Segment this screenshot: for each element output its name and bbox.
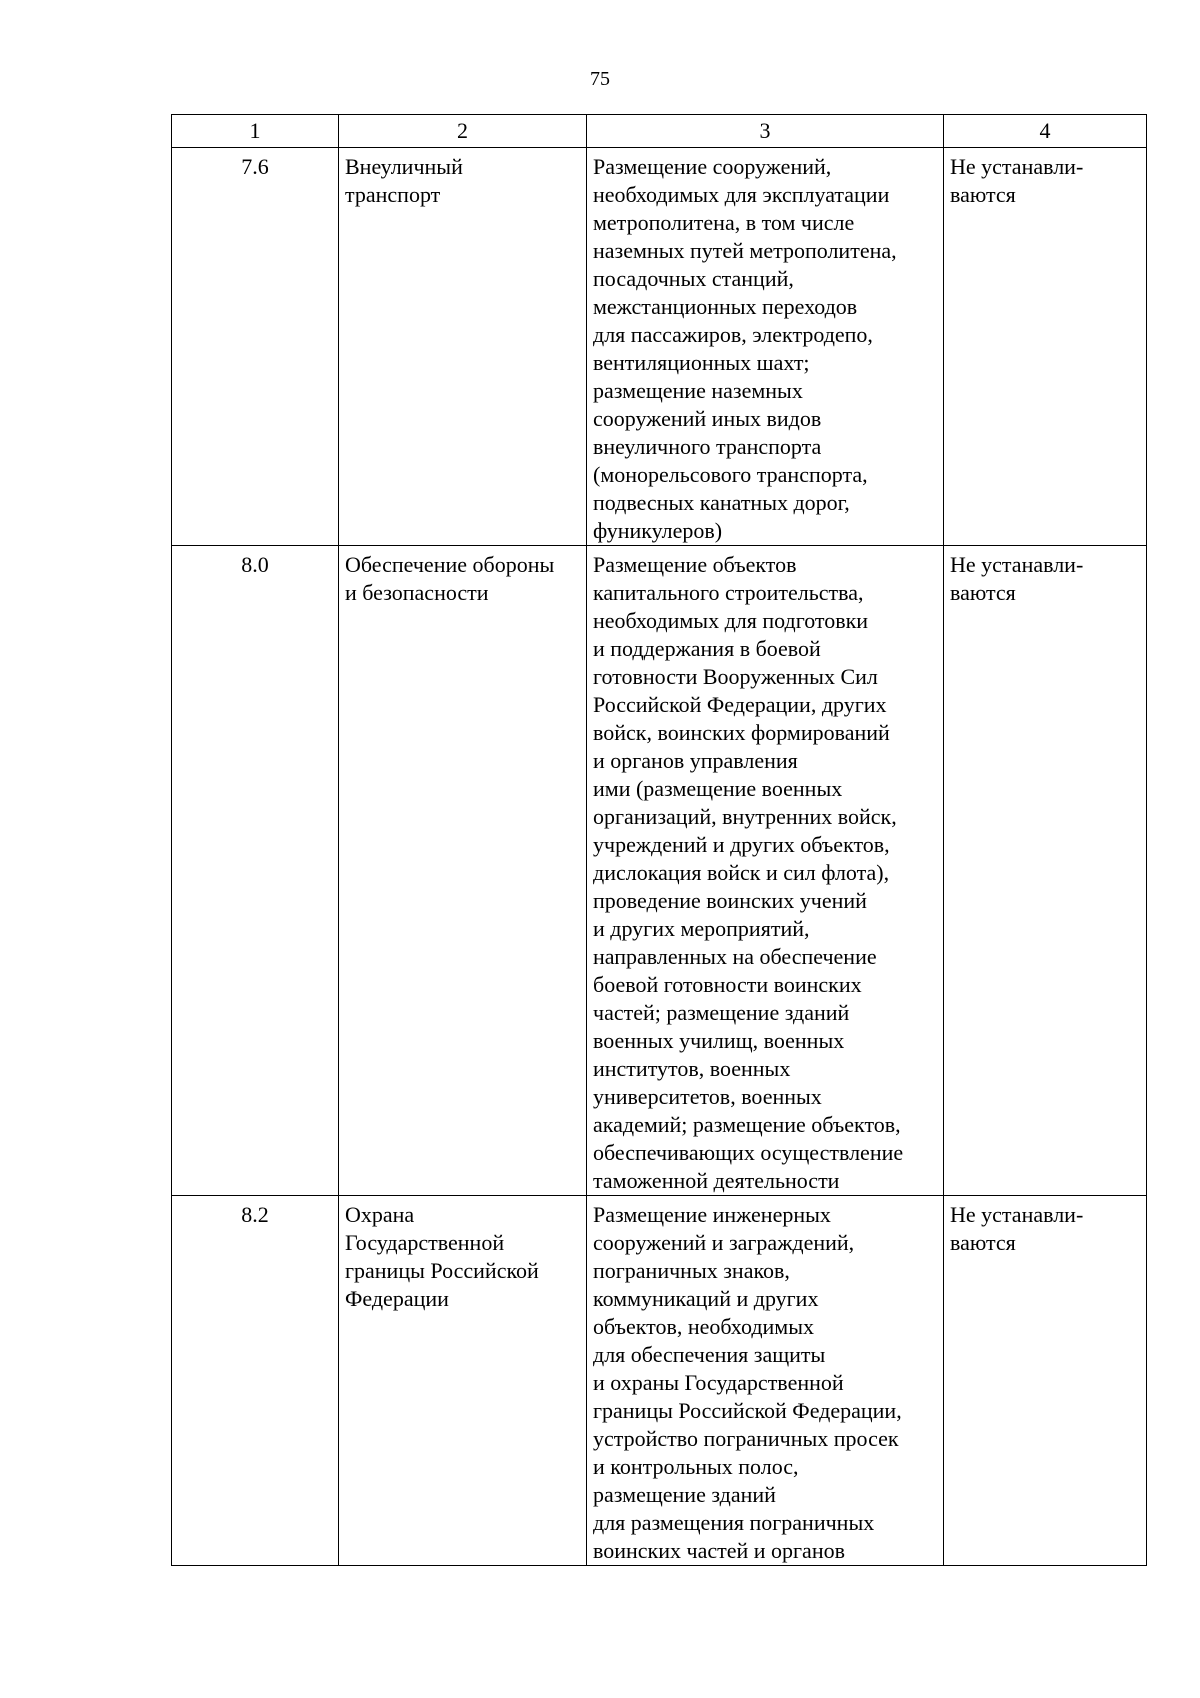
description-cell — [587, 148, 944, 546]
column-header: 4 — [944, 115, 1147, 148]
cell-text-line: университетов, военных — [593, 1084, 822, 1109]
table-header-row — [172, 115, 1147, 148]
cell-text-line: фуникулеров) — [593, 518, 723, 543]
cell-text-line: организаций, внутренних войск, — [593, 804, 897, 829]
cell-text-line: необходимых для эксплуатации — [593, 182, 890, 207]
cell-text-line: пограничных знаков, — [593, 1258, 790, 1283]
land-use-table — [171, 114, 1147, 1566]
cell-text-line: Не устанавли- — [950, 552, 1084, 577]
cell-text-line: метрополитена, в том числе — [593, 210, 855, 235]
cell-text-line: границы Российской — [345, 1258, 539, 1283]
cell-text-line: (монорельсового транспорта, — [593, 462, 868, 487]
cell-text-line: воинских частей и органов — [593, 1538, 845, 1563]
code-cell: 8.0 — [172, 546, 339, 1196]
column-header: 1 — [172, 115, 339, 148]
cell-text-line: и контрольных полос, — [593, 1454, 799, 1479]
table-row — [172, 1196, 1147, 1566]
cell-text-line: коммуникаций и других — [593, 1286, 819, 1311]
cell-text-line: и безопасности — [345, 580, 489, 605]
cell-text-line: необходимых для подготовки — [593, 608, 869, 633]
cell-text-line: Российской Федерации, других — [593, 692, 887, 717]
table-row — [172, 546, 1147, 1196]
cell-text-line: размещение зданий — [593, 1482, 776, 1507]
cell-text-line: боевой готовности воинских — [593, 972, 862, 997]
name-cell — [339, 546, 587, 1196]
cell-text-line: посадочных станций, — [593, 266, 794, 291]
cell-text-line: внеуличного транспорта — [593, 434, 822, 459]
table-body — [172, 148, 1147, 1566]
cell-text-line: Обеспечение обороны — [345, 552, 555, 577]
cell-text-line: сооружений иных видов — [593, 406, 822, 431]
cell-text-line: таможенной деятельности — [593, 1168, 840, 1193]
cell-text-line: проведение воинских учений — [593, 888, 867, 913]
cell-text-line: ваются — [950, 182, 1016, 207]
cell-text-line: институтов, военных — [593, 1056, 791, 1081]
cell-text-line: Размещение инженерных — [593, 1202, 831, 1227]
cell-text-line: готовности Вооруженных Сил — [593, 664, 878, 689]
cell-text-line: наземных путей метрополитена, — [593, 238, 897, 263]
page-number: 75 — [590, 68, 610, 90]
cell-text-line: для пассажиров, электродепо, — [593, 322, 873, 347]
params-cell — [944, 1196, 1147, 1566]
cell-text-line: войск, воинских формирований — [593, 720, 890, 745]
cell-text-line: и поддержания в боевой — [593, 636, 821, 661]
params-cell — [944, 148, 1147, 546]
description-cell — [587, 1196, 944, 1566]
cell-text-line: учреждений и других объектов, — [593, 832, 890, 857]
cell-text-line: межстанционных переходов — [593, 294, 858, 319]
cell-text-line: и других мероприятий, — [593, 916, 810, 941]
cell-text-line: ваются — [950, 1230, 1016, 1255]
cell-text-line: транспорт — [345, 182, 441, 207]
cell-text-line: Размещение объектов — [593, 552, 797, 577]
cell-text-line: дислокация войск и сил флота), — [593, 860, 890, 885]
code-cell: 8.2 — [172, 1196, 339, 1566]
cell-text-line: ими (размещение военных — [593, 776, 843, 801]
description-cell — [587, 546, 944, 1196]
cell-text-line: подвесных канатных дорог, — [593, 490, 850, 515]
cell-text-line: сооружений и заграждений, — [593, 1230, 855, 1255]
cell-text-line: ваются — [950, 580, 1016, 605]
cell-text-line: для обеспечения защиты — [593, 1342, 826, 1367]
column-header: 2 — [339, 115, 587, 148]
cell-text-line: устройство пограничных просек — [593, 1426, 899, 1451]
cell-text-line: для размещения пограничных — [593, 1510, 875, 1535]
cell-text-line: Государственной — [345, 1230, 505, 1255]
cell-text-line: Охрана — [345, 1202, 415, 1227]
column-header: 3 — [587, 115, 944, 148]
cell-text-line: и охраны Государственной — [593, 1370, 844, 1395]
cell-text-line: Федерации — [345, 1286, 449, 1311]
name-cell — [339, 1196, 587, 1566]
cell-text-line: границы Российской Федерации, — [593, 1398, 902, 1423]
table-row — [172, 148, 1147, 546]
cell-text-line: вентиляционных шахт; — [593, 350, 810, 375]
cell-text-line: капитального строительства, — [593, 580, 864, 605]
cell-text-line: академий; размещение объектов, — [593, 1112, 901, 1137]
cell-text-line: Внеуличный — [345, 154, 463, 179]
cell-text-line: Не устанавли- — [950, 1202, 1084, 1227]
code-cell: 7.6 — [172, 148, 339, 546]
cell-text-line: Размещение сооружений, — [593, 154, 832, 179]
params-cell — [944, 546, 1147, 1196]
cell-text-line: объектов, необходимых — [593, 1314, 814, 1339]
cell-text-line: направленных на обеспечение — [593, 944, 877, 969]
cell-text-line: Не устанавли- — [950, 154, 1084, 179]
cell-text-line: частей; размещение зданий — [593, 1000, 850, 1025]
cell-text-line: обеспечивающих осуществление — [593, 1140, 904, 1165]
cell-text-line: размещение наземных — [593, 378, 803, 403]
cell-text-line: военных училищ, военных — [593, 1028, 845, 1053]
name-cell — [339, 148, 587, 546]
cell-text-line: и органов управления — [593, 748, 798, 773]
